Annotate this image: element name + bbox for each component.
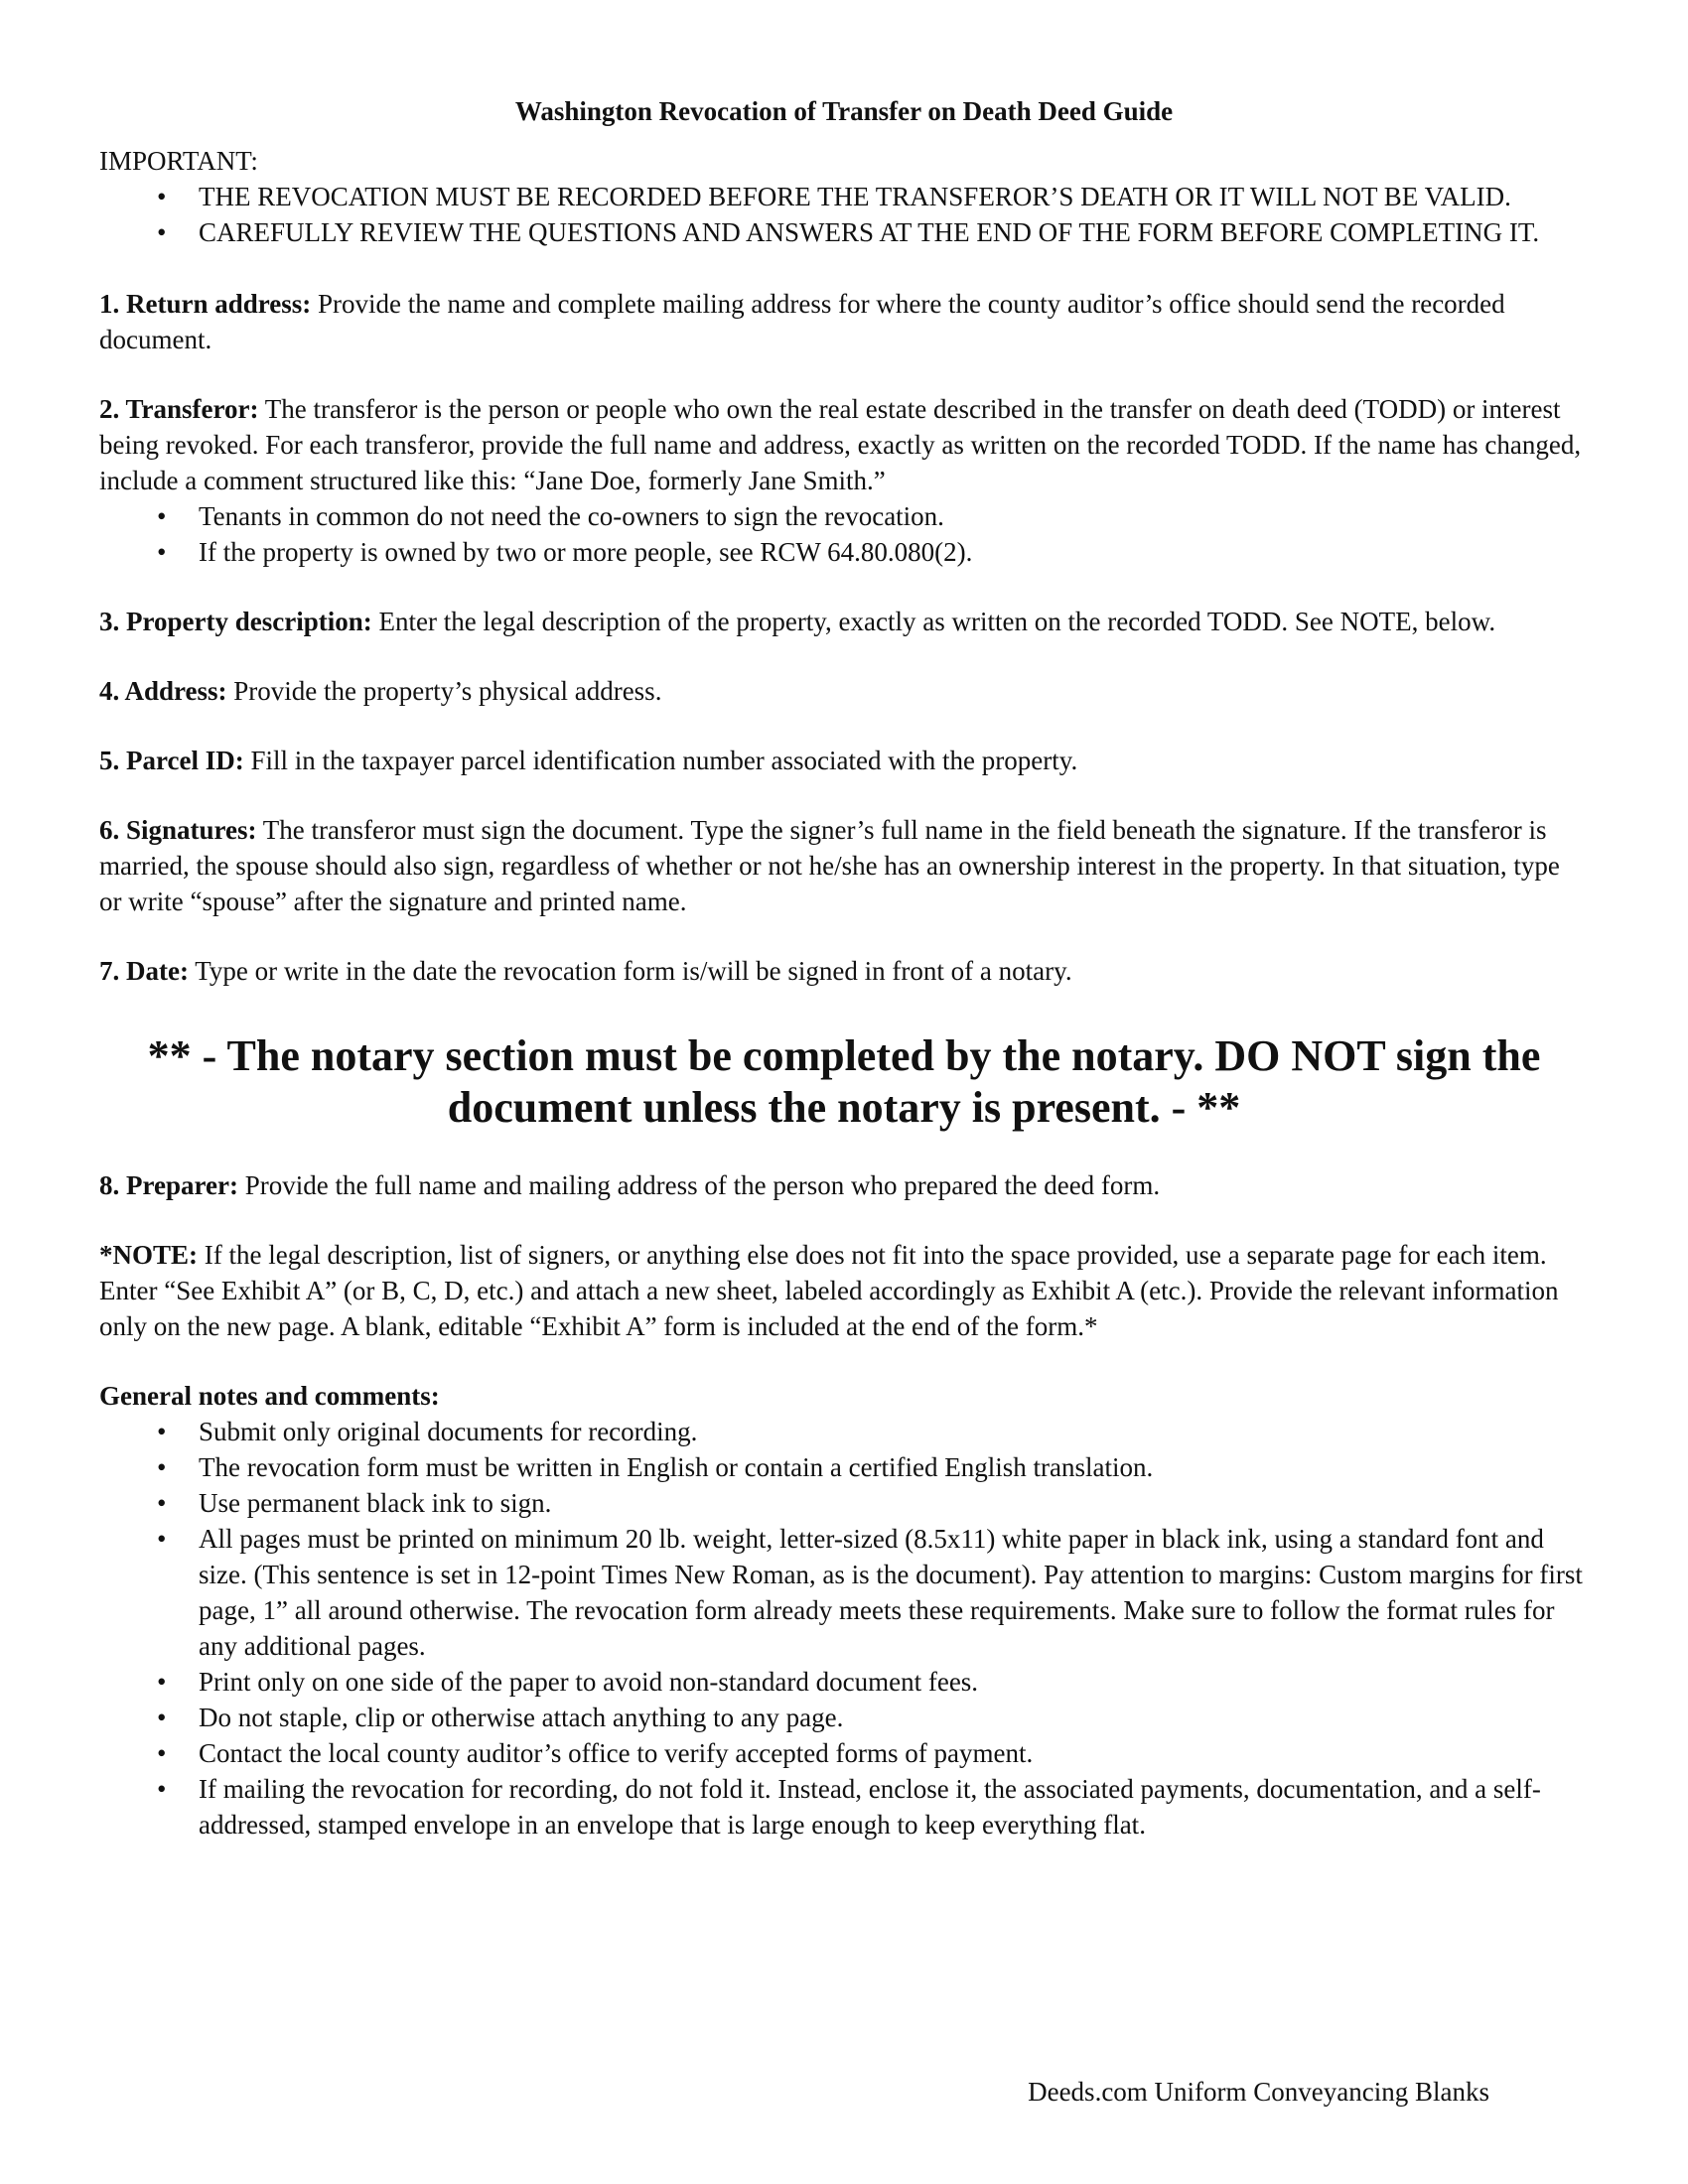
bullet-icon: • xyxy=(157,182,167,211)
list-item: • If the property is owned by two or more people, see RCW 64.80.080(2). xyxy=(99,534,1589,570)
bullet-icon: • xyxy=(157,1738,167,1768)
list-item: • Submit only original documents for recording. xyxy=(99,1414,1589,1449)
notary-warning: ** - The notary section must be completed by the notary. DO NOT sign the document unless the notary is present. - ** xyxy=(147,1031,1541,1132)
important-list xyxy=(99,179,1589,250)
document-page xyxy=(99,93,1589,1843)
note-paragraph: *NOTE: If the legal description, list of signers, or anything else does not fit into the space provided, use a separate page for each item. Enter “See Exhibit A” (or B, C, D, etc.) and attach a new sheet, labeled accordingly as Exhibit A (etc.). Provide the relevant information only on the new page. A blank, editable “Exhibit A” form is included at the end of the form.* xyxy=(99,1240,1559,1341)
document-title: Washington Revocation of Transfer on Death Deed Guide xyxy=(514,96,1174,126)
section-address: 4. Address: Provide the property’s physical address. xyxy=(99,676,662,706)
bullet-icon: • xyxy=(157,1417,167,1446)
list-item: • Tenants in common do not need the co-owners to sign the revocation. xyxy=(99,498,1589,534)
bullet-icon: • xyxy=(157,1488,167,1518)
general-notes-heading: General notes and comments: xyxy=(99,1381,440,1411)
list-item: • CAREFULLY REVIEW THE QUESTIONS AND ANSWERS AT THE END OF THE FORM BEFORE COMPLETING IT. xyxy=(99,214,1589,250)
section-signatures: 6. Signatures: The transferor must sign the document. Type the signer’s full name in the field beneath the signature. If the transferor is married, the spouse should also sign, regardless of whether or not he/she has an ownership interest in the property. In that situation, type or write “spouse” after the signature and printed name. xyxy=(99,815,1560,916)
important-heading: IMPORTANT: xyxy=(99,146,258,176)
list-item: • Use permanent black ink to sign. xyxy=(99,1485,1589,1521)
bullet-icon: • xyxy=(157,1774,167,1804)
section-return-address: 1. Return address: Provide the name and complete mailing address for where the county auditor’s office should send the recorded document. xyxy=(99,289,1505,354)
important-block xyxy=(99,143,1589,250)
list-item: • THE REVOCATION MUST BE RECORDED BEFORE THE TRANSFEROR’S DEATH OR IT WILL NOT BE VALID. xyxy=(99,179,1589,214)
footer-text: Deeds.com Uniform Conveyancing Blanks xyxy=(1028,2077,1489,2107)
bullet-icon: • xyxy=(157,217,167,247)
bullet-icon: • xyxy=(157,537,167,567)
list-item: • Print only on one side of the paper to avoid non-standard document fees. xyxy=(99,1664,1589,1700)
bullet-icon: • xyxy=(157,501,167,531)
section-transferor: 2. Transferor: The transferor is the person or people who own the real estate described in the transfer on death deed (TODD) or interest being revoked. For each transferor, provide the full name and address, exactly as written on the recorded TODD. If the name has changed, include a comment structured like this: “Jane Doe, formerly Jane Smith.” • Tenants in common do not need the co-owners to sign the revocation. • If the property is owned by two or more people, see RCW 64.80.080(2). xyxy=(99,391,1589,570)
bullet-icon: • xyxy=(157,1524,167,1554)
section-date: 7. Date: Type or write in the date the revocation form is/will be signed in front of a notary. xyxy=(99,956,1072,986)
section-parcel-id: 5. Parcel ID: Fill in the taxpayer parcel identification number associated with the property. xyxy=(99,746,1078,775)
list-item: • Do not staple, clip or otherwise attach anything to any page. xyxy=(99,1700,1589,1735)
general-notes xyxy=(99,1378,1589,1843)
section-preparer: 8. Preparer: Provide the full name and mailing address of the person who prepared the deed form. xyxy=(99,1170,1161,1200)
general-notes-list xyxy=(99,1414,1589,1843)
bullet-icon: • xyxy=(157,1452,167,1482)
transferor-list xyxy=(99,498,1589,570)
list-item: • All pages must be printed on minimum 20 lb. weight, letter-sized (8.5x11) white paper in black ink, using a standard font and size. (This sentence is set in 12-point Times New Roman, as is the document). Pay attention to margins: Custom margins for first page, 1” all around otherwise. The revocation form already meets these requirements. Make sure to follow the format rules for any additional pages. xyxy=(99,1521,1589,1664)
bullet-icon: • xyxy=(157,1667,167,1697)
list-item: • The revocation form must be written in English or contain a certified English translation. xyxy=(99,1449,1589,1485)
list-item: • If mailing the revocation for recording, do not fold it. Instead, enclose it, the associated payments, documentation, and a self-addressed, stamped envelope in an envelope that is large enough to keep everything flat. xyxy=(99,1771,1589,1843)
section-property-description: 3. Property description: Enter the legal description of the property, exactly as written on the recorded TODD. See NOTE, below. xyxy=(99,607,1496,636)
bullet-icon: • xyxy=(157,1703,167,1732)
list-item: • Contact the local county auditor’s office to verify accepted forms of payment. xyxy=(99,1735,1589,1771)
